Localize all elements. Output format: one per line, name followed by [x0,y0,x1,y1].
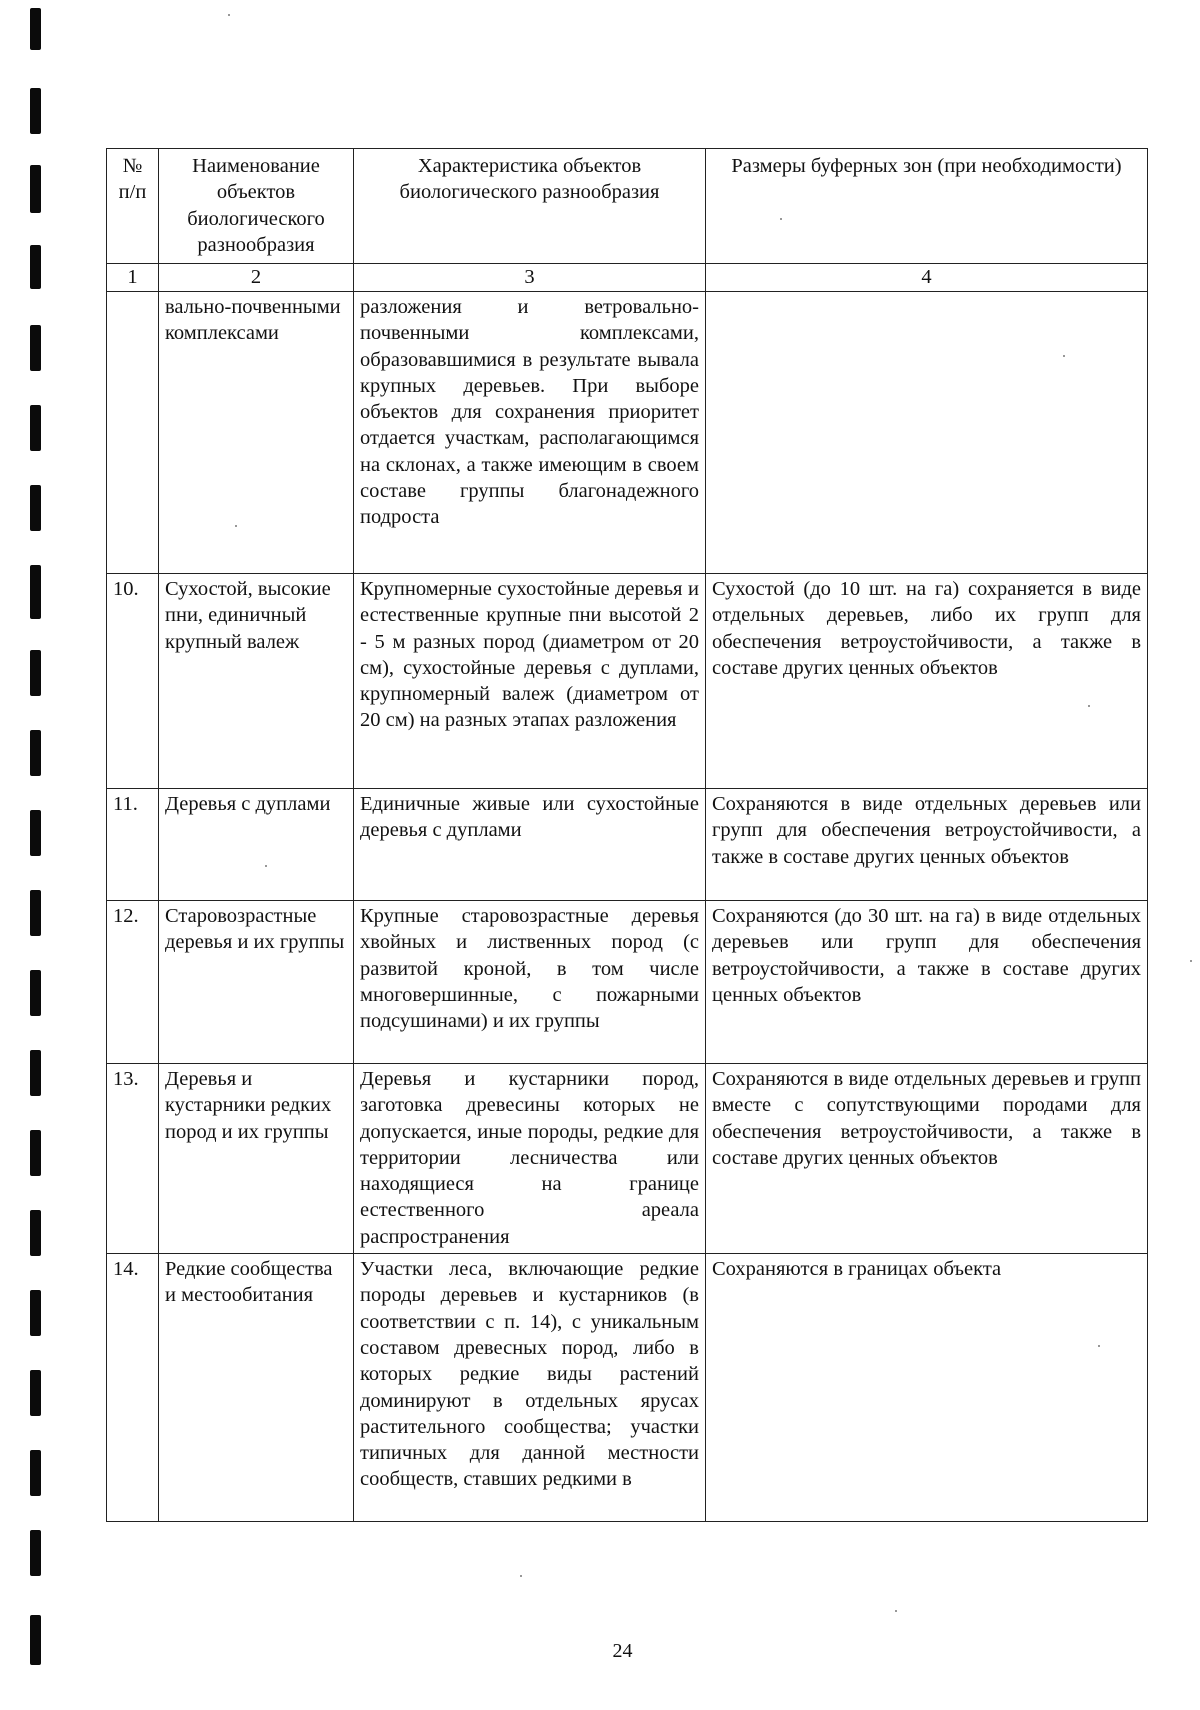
object-characteristic: Крупномерные сухостойные деревья и естественные крупные пни высотой 2 - 5 м разных пород (диаметром от 20 см), сухостойные деревья с дуплами, крупномерный валеж (диаметром от 20 см) на разных этапах разложения [354,574,706,789]
row-number: 14. [107,1254,159,1522]
binding-hole [30,1450,41,1496]
scan-speck [228,14,230,16]
binding-holes [30,0,44,1710]
binding-hole [30,165,41,213]
object-characteristic: Единичные живые или сухостойные деревья с дуплами [354,789,706,901]
object-name: Старовозрастные деревья и их группы [159,901,354,1064]
buffer-zone: Сохраняются в границах объекта [706,1254,1148,1522]
binding-hole [30,650,41,696]
table-row [107,901,1148,1064]
object-name: вально-почвенными комплексами [159,292,354,574]
biodiversity-objects-table [106,148,1148,1522]
column-number: 4 [706,264,1148,292]
binding-hole [30,485,41,531]
buffer-zone: Сохраняются в виде отдельных деревьев и групп вместе с сопутствующими породами для обеспечения ветроустойчивости, а также в составе других ценных объектов [706,1064,1148,1254]
binding-hole [30,890,41,936]
binding-hole [30,730,41,776]
binding-hole [30,1290,41,1336]
object-characteristic: Деревья и кустарники пород, заготовка древесины которых не допускается, иные породы, редкие для территории лесничества или находящиеся на границе естественного ареала распространения [354,1064,706,1254]
header-object-name: Наименование объектов биологического разнообразия [159,149,354,264]
binding-hole [30,8,41,50]
page-number: 24 [612,1640,633,1662]
object-name: Деревья и кустарники редких пород и их группы [159,1064,354,1254]
binding-hole [30,245,41,289]
row-number: 13. [107,1064,159,1254]
table-row [107,789,1148,901]
object-name: Деревья с дуплами [159,789,354,901]
object-characteristic: разложения и ветровально-почвенными комплексами, образовавшимися в результате вывала крупных деревьев. При выборе объектов для сохранения приоритет отдается участкам, располагающимся на склонах, а также имеющим в своем составе группы благонадежного подроста [354,292,706,574]
buffer-zone: Сухостой (до 10 шт. на га) сохраняется в виде отдельных деревьев, либо их групп для обеспечения ветроустойчивости, а также в составе других ценных объектов [706,574,1148,789]
scan-speck [520,1575,522,1577]
binding-hole [30,1050,41,1096]
header-number: № п/п [107,149,159,264]
object-name: Сухостой, высокие пни, единичный крупный валеж [159,574,354,789]
row-number: 12. [107,901,159,1064]
header-characteristic: Характеристика объектов биологического разнообразия [354,149,706,264]
binding-hole [30,1210,41,1256]
binding-hole [30,88,41,134]
column-number-row [107,264,1148,292]
binding-hole [30,810,41,856]
row-number [107,292,159,574]
column-number: 2 [159,264,354,292]
buffer-zone: Сохраняются в виде отдельных деревьев или групп для обеспечения ветроустойчивости, а также в составе других ценных объектов [706,789,1148,901]
table-row [107,1064,1148,1254]
binding-hole [30,565,41,619]
object-characteristic: Участки леса, включающие редкие породы деревьев и кустарников (в соответствии с п. 14), с уникальным составом древесных пород, либо в которых редкие виды растений доминируют в отдельных ярусах растительного сообщества; участки типичных для данной местности сообществ, ставших редкими в [354,1254,706,1522]
binding-hole [30,1530,41,1576]
header-buffer-zone: Размеры буферных зон (при необходимости) [706,149,1148,264]
object-characteristic: Крупные старовозрастные деревья хвойных и лиственных пород (с развитой кроной, в том числе многовершинные, с пожарными подсушинами) и их группы [354,901,706,1064]
table-row [107,292,1148,574]
object-name: Редкие сообщества и местообитания [159,1254,354,1522]
binding-hole [30,970,41,1016]
buffer-zone: Сохраняются (до 30 шт. на га) в виде отдельных деревьев или групп для обеспечения ветроустойчивости, а также в составе других ценных объектов [706,901,1148,1064]
column-number: 3 [354,264,706,292]
binding-hole [30,325,41,371]
row-number: 10. [107,574,159,789]
table-header-row [107,149,1148,264]
binding-hole [30,405,41,451]
table-row [107,574,1148,789]
column-number: 1 [107,264,159,292]
table-row [107,1254,1148,1522]
scan-speck [1190,960,1192,962]
binding-hole [30,1370,41,1416]
buffer-zone [706,292,1148,574]
binding-hole [30,1130,41,1176]
scan-speck [895,1610,897,1612]
row-number: 11. [107,789,159,901]
